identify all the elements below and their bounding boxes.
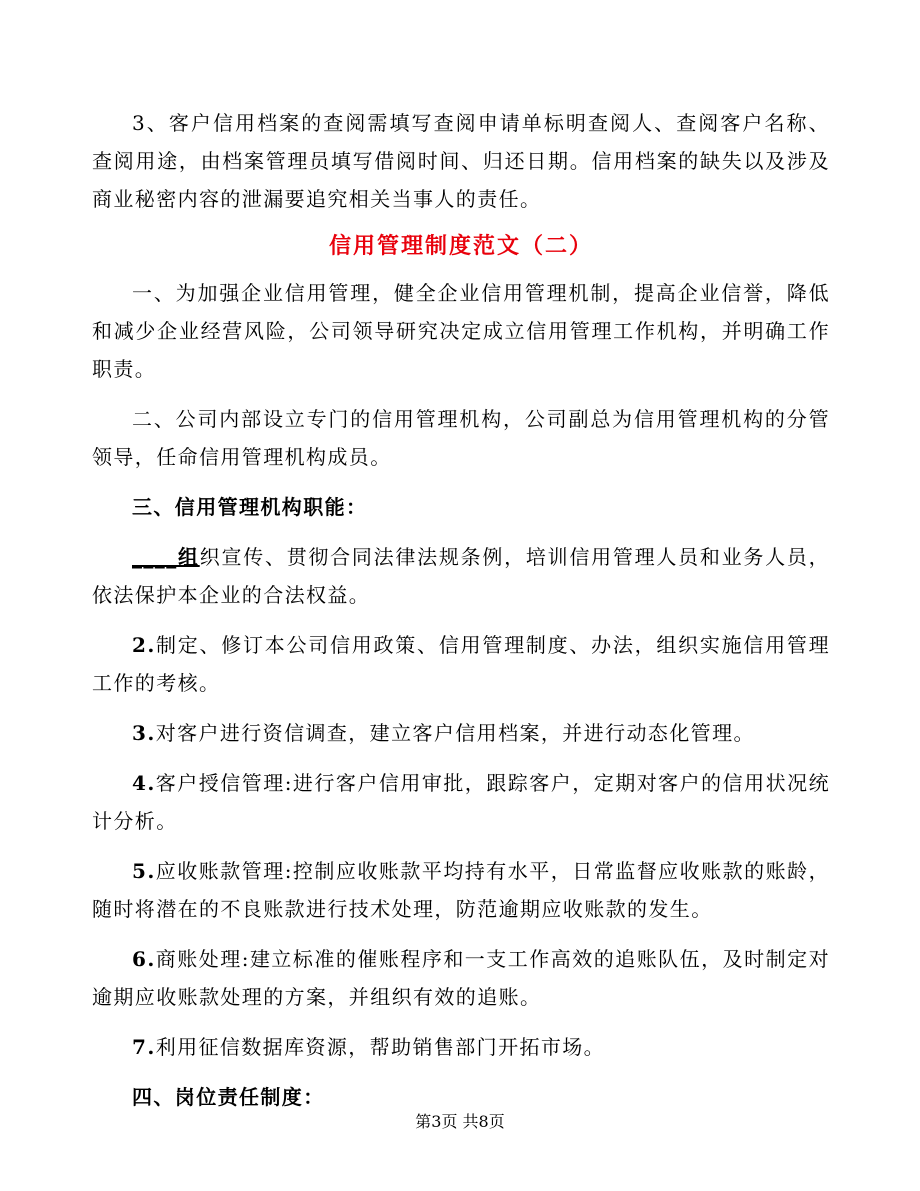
paragraph-internal-agency: 二、公司内部设立专门的信用管理机构，公司副总为信用管理机构的分管领导，任命信用管理机构成员。: [92, 407, 830, 469]
item-4-number: 4.: [132, 771, 156, 795]
item-7-number: 7.: [132, 1035, 156, 1059]
list-item-4: [92, 764, 830, 840]
paragraph-credit-archive-access: 3、客户信用档案的查阅需填写查阅申请单标明查阅人、查阅客户名称、查阅用途，由档案管理员填写借阅时间、归还日期。信用档案的缺失以及涉及商业秘密内容的泄漏要追究相关当事人的责任。: [92, 111, 830, 211]
item-1-text: 织宣传、贯彻合同法律法规条例，培训信用管理人员和业务人员，依法保护本企业的合法权益。: [92, 545, 831, 607]
section-title: 信用管理制度范文（二）: [328, 233, 593, 259]
list-item-3: [92, 714, 830, 752]
heading-agency-functions: 三、信用管理机构职能：: [132, 495, 368, 519]
list-item-7: [92, 1028, 830, 1066]
heading-position-responsibility: 四、岗位责任制度：: [132, 1085, 325, 1109]
item-3-text: 对客户进行资信调查，建立客户信用档案，并进行动态化管理。: [155, 721, 755, 745]
item-1-blank: ____组: [132, 545, 200, 569]
item-5-text: 应收账款管理:控制应收账款平均持有水平，日常监督应收账款的账龄，随时将潜在的不良账款进行技术处理，防范逾期应收账款的发生。: [92, 859, 830, 921]
list-item-6: [92, 940, 830, 1016]
item-5-number: 5.: [132, 859, 156, 883]
list-item-1: [92, 538, 830, 614]
paragraph-establish-agency: 一、为加强企业信用管理，健全企业信用管理机制，提高企业信誉，降低和减少企业经营风险，公司领导研究决定成立信用管理工作机构，并明确工作职责。: [92, 281, 830, 381]
list-item-5: [92, 852, 830, 928]
item-2-number: 2.: [132, 633, 156, 657]
item-6-number: 6.: [132, 947, 156, 971]
document-body: [92, 104, 830, 1128]
item-2-text: 制定、修订本公司信用政策、信用管理制度、办法，组织实施信用管理工作的考核。: [92, 633, 830, 695]
item-6-text: 商账处理:建立标准的催账程序和一支工作高效的追账队伍，及时制定对逾期应收账款处理的方案，并组织有效的追账。: [92, 947, 830, 1009]
item-4-text: 客户授信管理:进行客户信用审批，跟踪客户，定期对客户的信用状况统计分析。: [92, 771, 830, 833]
list-item-2: [92, 626, 830, 702]
page-number-footer: 第3页 共8页: [415, 1112, 505, 1131]
item-7-text: 利用征信数据库资源，帮助销售部门开拓市场。: [155, 1035, 606, 1059]
item-3-number: 3.: [132, 721, 156, 745]
